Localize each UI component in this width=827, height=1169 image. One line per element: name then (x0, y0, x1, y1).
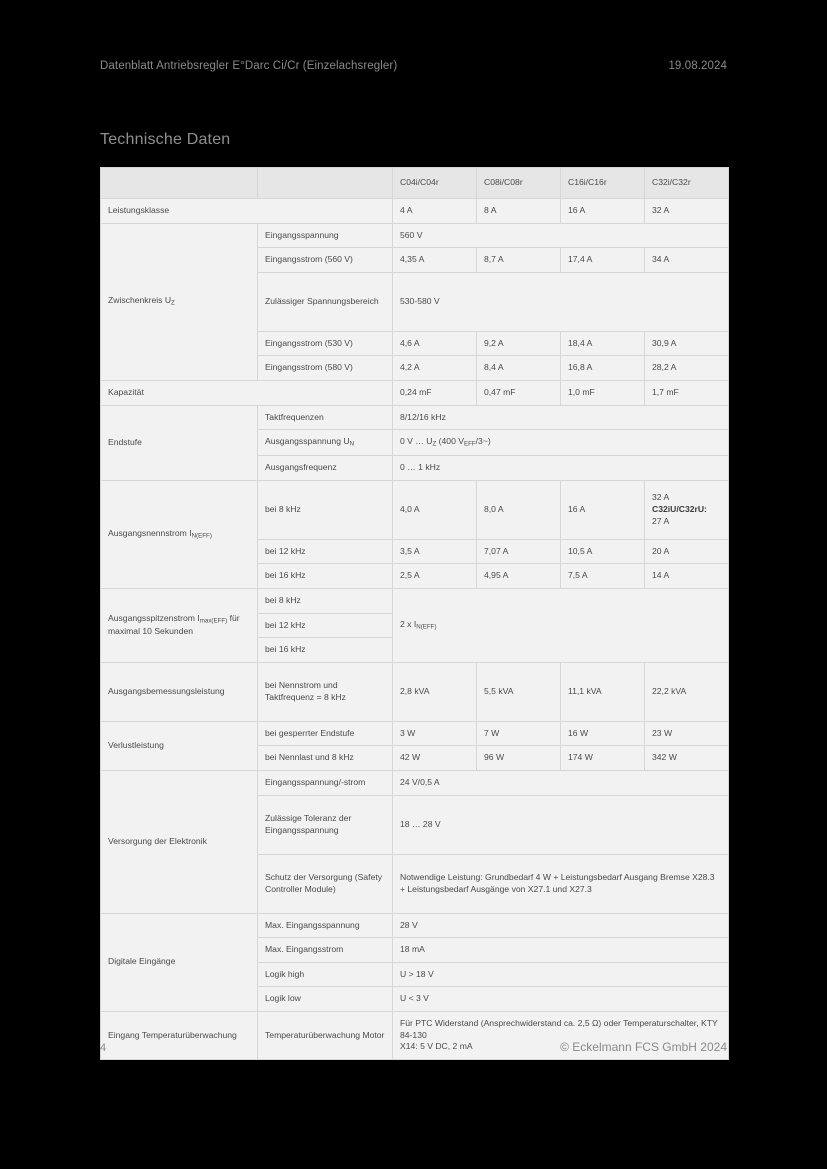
table-row (101, 913, 729, 938)
cell-value: 5,5 kVA (477, 662, 561, 721)
cell-value-span: Notwendige Leistung: Grundbedarf 4 W + Leistungsbedarf Ausgang Bremse X28.3 + Leistungsbedarf Ausgänge von X27.1 und X27.3 (393, 854, 729, 913)
cell-value: 17,4 A (561, 248, 645, 273)
col-head-c08: C08i/C08r (477, 168, 561, 199)
col-head-blank-1 (101, 168, 258, 199)
cell-value: 11,1 kVA (561, 662, 645, 721)
cell-value: 42 W (393, 746, 477, 771)
row-sublabel: bei Nennstrom und Taktfrequenz = 8 kHz (258, 662, 393, 721)
row-sublabel: bei 16 kHz (258, 638, 393, 663)
table-row (101, 770, 729, 795)
cell-value: 20 A (645, 539, 729, 564)
cell-value: 7,5 A (561, 564, 645, 589)
row-sublabel: Eingangsstrom (530 V) (258, 331, 393, 356)
row-sublabel: Taktfrequenzen (258, 405, 393, 430)
cell-value: 174 W (561, 746, 645, 771)
col-head-c04: C04i/C04r (393, 168, 477, 199)
table-row (101, 589, 729, 614)
row-sublabel: bei 8 kHz (258, 589, 393, 614)
row-sublabel: bei 8 kHz (258, 480, 393, 539)
cell-value: 4,95 A (477, 564, 561, 589)
row-label-ausgangsnennstrom: Ausgangsnennstrom $I_{N(EFF)}$ (101, 480, 258, 588)
col-head-blank-2 (258, 168, 393, 199)
cell-value: 7 W (477, 721, 561, 746)
row-sublabel: Zulässige Toleranz der Eingangsspannung (258, 795, 393, 854)
row-sublabel: bei gesperrter Endstufe (258, 721, 393, 746)
row-sublabel: Logik low (258, 987, 393, 1012)
row-label-ausgangsbemessungsleistung: Ausgangsbemessungsleistung (101, 662, 258, 721)
table-row (101, 721, 729, 746)
cell-value: 4,6 A (393, 331, 477, 356)
table-row (101, 199, 729, 224)
cell-value-span: 560 V (393, 223, 729, 248)
row-label-zwischenkreis: Zwischenkreis $U_Z$ (101, 223, 258, 380)
cell-value: 8,7 A (477, 248, 561, 273)
cell-value: 4,35 A (393, 248, 477, 273)
cell-value: 2,5 A (393, 564, 477, 589)
row-sublabel: Max. Eingangsstrom (258, 938, 393, 963)
row-label-endstufe: Endstufe (101, 405, 258, 480)
col-head-c16: C16i/C16r (561, 168, 645, 199)
cell-value-span: 8/12/16 kHz (393, 405, 729, 430)
col-head-c32: C32i/C32r (645, 168, 729, 199)
row-label-digitale-eingaenge: Digitale Eingänge (101, 913, 258, 1011)
page-number: 4 (100, 1042, 107, 1054)
row-sublabel: bei 12 kHz (258, 539, 393, 564)
cell-value: 34 A (645, 248, 729, 273)
table-row (101, 480, 729, 539)
cell-value: 16 A (561, 480, 645, 539)
cell-value: 96 W (477, 746, 561, 771)
cell-value: 2,8 kVA (393, 662, 477, 721)
cell-value: 8 A (477, 199, 561, 224)
row-sublabel: Logik high (258, 962, 393, 987)
row-sublabel: Eingangsstrom (580 V) (258, 356, 393, 381)
cell-value: 7,07 A (477, 539, 561, 564)
cell-value: 1,0 mF (561, 380, 645, 405)
row-sublabel: bei Nennlast und 8 kHz (258, 746, 393, 771)
cell-value: 0,47 mF (477, 380, 561, 405)
row-sublabel: Eingangsspannung (258, 223, 393, 248)
cell-value-span: 530-580 V (393, 272, 729, 331)
page-header (100, 60, 727, 72)
row-label-eingang-temperatur: Eingang Temperaturüberwachung (101, 1011, 258, 1059)
cell-value: 32 A (645, 199, 729, 224)
copyright-notice: © Eckelmann FCS GmbH 2024 (560, 1040, 727, 1054)
row-label-ausgangsspitzenstrom: Ausgangsspitzenstrom $I_{max(EFF)}$ für maximal 10 Sekunden (101, 589, 258, 663)
table-row (101, 380, 729, 405)
technical-data-table (100, 167, 729, 1060)
row-label-verlustleistung: Verlustleistung (101, 721, 258, 770)
cell-value: 8,0 A (477, 480, 561, 539)
cell-value: 23 W (645, 721, 729, 746)
cell-value-span: 18 … 28 V (393, 795, 729, 854)
cell-value: 4,0 A (393, 480, 477, 539)
cell-value: 342 W (645, 746, 729, 771)
cell-value: 14 A (645, 564, 729, 589)
cell-value: 0,24 mF (393, 380, 477, 405)
row-sublabel: Max. Eingangsspannung (258, 913, 393, 938)
cell-value-span: Für PTC Widerstand (Ansprechwiderstand ca. 2,5 Ω) oder Temperaturschalter, KTY 84-130 X14: 5 V DC, 2 mA (393, 1011, 729, 1059)
header-doc-title: Datenblatt Antriebsregler E°Darc Ci/Cr (Einzelachsregler) (100, 60, 398, 72)
cell-value: 16 W (561, 721, 645, 746)
cell-value: 22,2 kVA (645, 662, 729, 721)
cell-value: 4,2 A (393, 356, 477, 381)
table-row (101, 405, 729, 430)
page-title: Technische Daten (100, 131, 231, 148)
cell-value: 4 A (393, 199, 477, 224)
page-footer (100, 1040, 727, 1054)
row-sublabel: Temperaturüberwachung Motor (258, 1011, 393, 1059)
cell-value: 3 W (393, 721, 477, 746)
cell-value-span: 2 x $I_{N(EFF)}$ (393, 589, 729, 663)
row-label-leistungsklasse: Leistungsklasse (101, 199, 393, 224)
cell-value-span: U < 3 V (393, 987, 729, 1012)
cell-value-span: 0 V … $U_Z$ (400 $V_{EFF}/3\sim$) (393, 430, 729, 456)
header-date: 19.08.2024 (668, 60, 727, 72)
cell-value: 9,2 A (477, 331, 561, 356)
table-row (101, 662, 729, 721)
cell-value: 10,5 A (561, 539, 645, 564)
cell-value-span: 28 V (393, 913, 729, 938)
table-row (101, 223, 729, 248)
cell-value: 30,9 A (645, 331, 729, 356)
cell-value: 16,8 A (561, 356, 645, 381)
cell-value-span: 24 V/0,5 A (393, 770, 729, 795)
row-sublabel: Ausgangsfrequenz (258, 456, 393, 481)
cell-value: 8,4 A (477, 356, 561, 381)
row-sublabel: Eingangsstrom (560 V) (258, 248, 393, 273)
row-sublabel: Zulässiger Spannungsbereich (258, 272, 393, 331)
cell-value-span: 0 … 1 kHz (393, 456, 729, 481)
row-label-versorgung-elektronik: Versorgung der Elektronik (101, 770, 258, 913)
table-header-row (101, 168, 729, 199)
cell-value: 18,4 A (561, 331, 645, 356)
row-sublabel: Schutz der Versorgung (Safety Controller Module) (258, 854, 393, 913)
cell-value: 3,5 A (393, 539, 477, 564)
cell-value: 28,2 A (645, 356, 729, 381)
cell-value: 16 A (561, 199, 645, 224)
cell-value-c32-note: 32 A C32iU/C32rU: 27 A (645, 480, 729, 539)
cell-value: 1,7 mF (645, 380, 729, 405)
row-sublabel: Eingangsspannung/-strom (258, 770, 393, 795)
row-label-kapazitaet: Kapazität (101, 380, 393, 405)
row-sublabel: bei 12 kHz (258, 613, 393, 638)
cell-value-span: U > 18 V (393, 962, 729, 987)
row-sublabel: bei 16 kHz (258, 564, 393, 589)
cell-value-span: 18 mA (393, 938, 729, 963)
row-sublabel: Ausgangsspannung $U_N$ (258, 430, 393, 456)
